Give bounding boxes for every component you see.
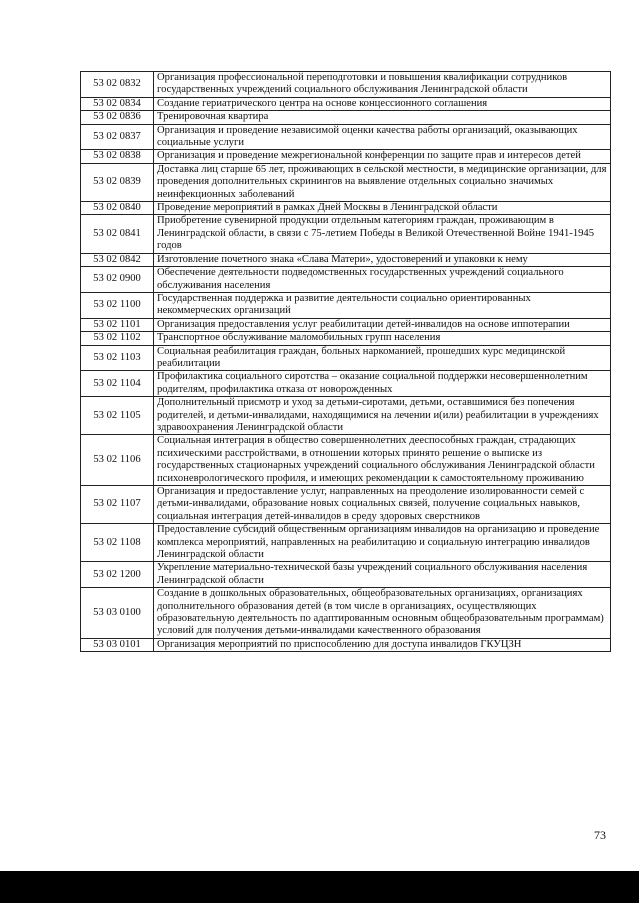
row-description: Проведение мероприятий в рамках Дней Москвы в Ленинградской области bbox=[154, 202, 611, 215]
row-description: Организация и предоставление услуг, направленных на преодоление изолированности семей с детьми-инвалидами, образование новых социальных связей, получение социальных навыков, социальная интеграция детей-инвалидов в среду здоровых сверстников bbox=[154, 486, 611, 524]
row-description: Социальная интеграция в общество совершеннолетних дееспособных граждан, страдающих психическими расстройствами, в отношении которых принято решение о выписке из государственных стационарных учреждений социального обслуживания Ленинградской области психоневрологического профиля, и имеющих рекомендации к самостоятельному проживанию bbox=[154, 435, 611, 486]
row-description: Государственная поддержка и развитие деятельности социально ориентированных некоммерческих организаций bbox=[154, 292, 611, 318]
row-code: 53 02 0839 bbox=[81, 163, 154, 201]
row-description: Обеспечение деятельности подведомственных государственных учреждений социального обслуживания населения bbox=[154, 267, 611, 293]
table-row bbox=[81, 371, 611, 397]
table-row bbox=[81, 97, 611, 110]
row-code: 53 02 0841 bbox=[81, 215, 154, 253]
row-description: Организация и проведение межрегиональной конференции по защите прав и интересов детей bbox=[154, 150, 611, 163]
row-code: 53 02 0838 bbox=[81, 150, 154, 163]
table-row bbox=[81, 111, 611, 124]
table-row bbox=[81, 163, 611, 201]
row-code: 53 02 0837 bbox=[81, 124, 154, 150]
page-number: 73 bbox=[594, 828, 606, 842]
row-code: 53 02 0834 bbox=[81, 97, 154, 110]
row-code: 53 03 0101 bbox=[81, 638, 154, 651]
row-description: Организация предоставления услуг реабилитации детей-инвалидов на основе иппотерапии bbox=[154, 318, 611, 331]
table-row bbox=[81, 588, 611, 639]
table-row bbox=[81, 202, 611, 215]
row-description: Организация и проведение независимой оценки качества работы организаций, оказывающих социальные услуги bbox=[154, 124, 611, 150]
table-row bbox=[81, 638, 611, 651]
row-code: 53 02 0842 bbox=[81, 253, 154, 266]
row-description: Профилактика социального сиротства – оказание социальной поддержки несовершеннолетним родителям, профилактика отказа от новорожденных bbox=[154, 371, 611, 397]
row-code: 53 02 0832 bbox=[81, 72, 154, 98]
table-row bbox=[81, 435, 611, 486]
row-description: Приобретение сувенирной продукции отдельным категориям граждан, проживающим в Ленинградской области, в связи с 75-летием Победы в Великой Отечественной Войне 1941-1945 годов bbox=[154, 215, 611, 253]
row-code: 53 02 1105 bbox=[81, 397, 154, 435]
table-row bbox=[81, 292, 611, 318]
row-description: Предоставление субсидий общественным организациям инвалидов на организацию и проведение комплекса мероприятий, направленных на реабилитацию и социальную интеграцию инвалидов Ленинградской области bbox=[154, 524, 611, 562]
row-code: 53 02 0836 bbox=[81, 111, 154, 124]
table-row bbox=[81, 486, 611, 524]
row-description: Организация мероприятий по приспособлению для доступа инвалидов ГКУЦЗН bbox=[154, 638, 611, 651]
table-row bbox=[81, 150, 611, 163]
row-code: 53 02 1107 bbox=[81, 486, 154, 524]
table-body bbox=[81, 72, 611, 652]
row-code: 53 02 1108 bbox=[81, 524, 154, 562]
row-code: 53 02 0840 bbox=[81, 202, 154, 215]
table-row bbox=[81, 72, 611, 98]
row-code: 53 02 1200 bbox=[81, 562, 154, 588]
row-code: 53 02 1103 bbox=[81, 345, 154, 371]
row-description: Дополнительный присмотр и уход за детьми-сиротами, детьми, оставшимися без попечения родителей, и детьми-инвалидами, находящимися на лечении и(или) реабилитации в учреждениях здравоохранения Ленинградской области bbox=[154, 397, 611, 435]
row-code: 53 02 0900 bbox=[81, 267, 154, 293]
row-description: Укрепление материально-технической базы учреждений социального обслуживания населения Ленинградской области bbox=[154, 562, 611, 588]
scan-edge-bar bbox=[0, 871, 639, 903]
row-code: 53 02 1100 bbox=[81, 292, 154, 318]
table-row bbox=[81, 524, 611, 562]
table-row bbox=[81, 253, 611, 266]
row-description: Организация профессиональной переподготовки и повышения квалификации сотрудников государственных учреждений социального обслуживания Ленинградской области bbox=[154, 72, 611, 98]
row-description: Доставка лиц старше 65 лет, проживающих в сельской местности, в медицинские организации, для проведения дополнительных скринингов на выявление отдельных социально значимых неинфекционных заболеваний bbox=[154, 163, 611, 201]
row-description: Социальная реабилитация граждан, больных наркоманией, прошедших курс медицинской реабилитации bbox=[154, 345, 611, 371]
row-code: 53 02 1101 bbox=[81, 318, 154, 331]
row-code: 53 02 1102 bbox=[81, 332, 154, 345]
row-description: Создание в дошкольных образовательных, общеобразовательных организациях, организациях дополнительного образования детей (в том числе в организациях, осуществляющих образовательную деятельность по адаптированным основным общеобразовательным программам) условий для получения детьми-инвалидами качественного образования bbox=[154, 588, 611, 639]
row-description: Транспортное обслуживание маломобильных групп населения bbox=[154, 332, 611, 345]
table-row bbox=[81, 345, 611, 371]
row-description: Изготовление почетного знака «Слава Матери», удостоверений и упаковки к нему bbox=[154, 253, 611, 266]
table-row bbox=[81, 562, 611, 588]
budget-codes-table bbox=[80, 71, 611, 652]
table-row bbox=[81, 332, 611, 345]
row-description: Тренировочная квартира bbox=[154, 111, 611, 124]
row-code: 53 02 1106 bbox=[81, 435, 154, 486]
table-row bbox=[81, 124, 611, 150]
table-row bbox=[81, 397, 611, 435]
table-row bbox=[81, 267, 611, 293]
row-code: 53 02 1104 bbox=[81, 371, 154, 397]
table-row bbox=[81, 215, 611, 253]
row-description: Создание гериатрического центра на основе концессионного соглашения bbox=[154, 97, 611, 110]
row-code: 53 03 0100 bbox=[81, 588, 154, 639]
table-row bbox=[81, 318, 611, 331]
